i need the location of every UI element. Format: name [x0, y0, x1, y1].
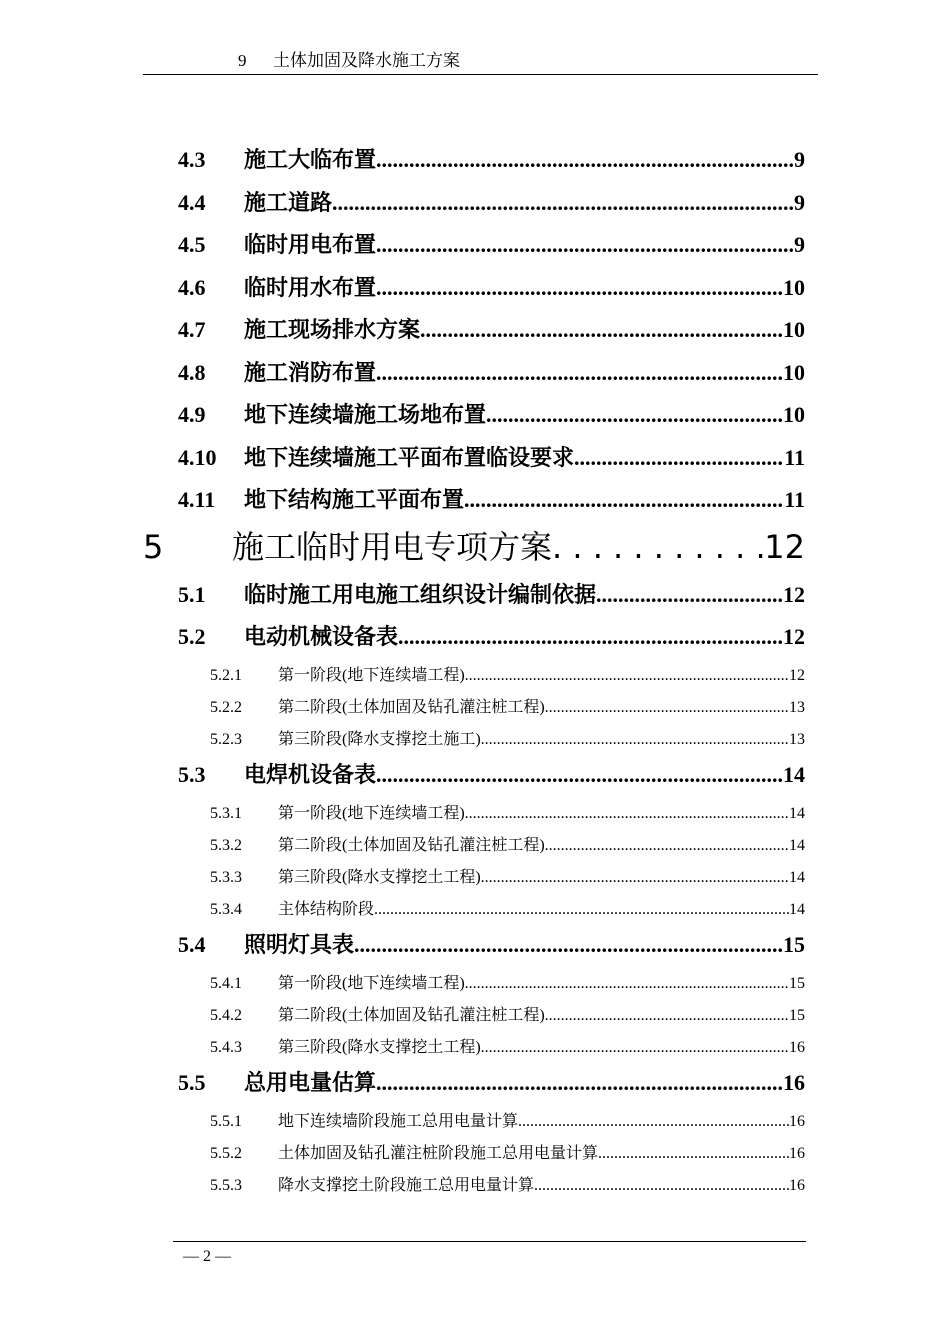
toc-title: 施工道路 [244, 190, 333, 215]
toc-number: 4.7 [178, 317, 206, 342]
toc-title: 临时施工用电施工组织设计编制依据 [244, 582, 597, 607]
toc-number: 5.3.1 [210, 805, 242, 822]
toc-entry[interactable] [178, 230, 805, 260]
toc-page: 9 [794, 190, 805, 215]
dot-leader [598, 1143, 789, 1165]
dot-leader [552, 527, 764, 567]
toc-entry[interactable] [178, 485, 805, 515]
toc-number: 5.2.2 [210, 699, 242, 716]
toc-title: 临时用电布置 [244, 232, 377, 257]
toc-title: 第一阶段(地下连续墙工程) [278, 667, 465, 684]
header-chapter-number: 9 [238, 51, 247, 70]
toc-entry[interactable] [178, 1068, 805, 1098]
toc-number: 5.1 [178, 582, 206, 607]
toc-title: 施工消防布置 [244, 360, 377, 385]
toc-page: 12 [789, 667, 805, 684]
toc-page: 16 [789, 1113, 805, 1130]
toc-title: 临时用水布置 [244, 275, 377, 300]
toc-title: 第三阶段(降水支撑挖土工程) [278, 869, 481, 886]
toc-title: 照明灯具表 [244, 932, 355, 957]
toc-page: 10 [783, 402, 805, 427]
toc-entry[interactable] [178, 930, 805, 960]
toc-number: 5.4.1 [210, 975, 242, 992]
toc-page: 10 [783, 317, 805, 342]
toc-number: 5.5.1 [210, 1113, 242, 1130]
dot-leader [481, 867, 789, 889]
dot-leader [464, 485, 784, 515]
toc-number: 4.4 [178, 190, 206, 215]
toc-chapter-entry[interactable] [143, 527, 805, 567]
toc-entry[interactable] [178, 443, 805, 473]
toc-page: 10 [783, 360, 805, 385]
toc-page: 11 [784, 487, 805, 512]
toc-entry[interactable] [210, 1005, 805, 1027]
toc-number: 4.6 [178, 275, 206, 300]
toc-entry[interactable] [210, 665, 805, 687]
toc-number: 4.10 [178, 445, 217, 470]
toc-number: 4.5 [178, 232, 206, 257]
dot-leader [545, 1005, 789, 1027]
toc-entry[interactable] [178, 400, 805, 430]
toc-entry[interactable] [178, 188, 805, 218]
dot-leader [465, 665, 789, 687]
toc-entry[interactable] [210, 835, 805, 857]
header-chapter-title: 土体加固及降水施工方案 [273, 51, 460, 70]
dot-leader [481, 729, 789, 751]
toc-title: 施工大临布置 [244, 147, 377, 172]
toc-page: 16 [789, 1145, 805, 1162]
dot-leader [574, 443, 784, 473]
dot-leader [545, 835, 789, 857]
toc-entry[interactable] [210, 867, 805, 889]
toc-title: 第三阶段(降水支撑挖土工程) [278, 1039, 481, 1056]
toc-page: 13 [789, 731, 805, 748]
footer-rule [173, 1241, 806, 1242]
toc-entry[interactable] [210, 729, 805, 751]
toc-entry[interactable] [210, 973, 805, 995]
toc-page: 12 [783, 624, 805, 649]
toc-number: 4.3 [178, 147, 206, 172]
dot-leader [376, 358, 783, 388]
toc-title: 电动机械设备表 [244, 624, 399, 649]
toc-page: 14 [789, 837, 805, 854]
dot-leader [376, 1068, 783, 1098]
toc-entry[interactable] [178, 622, 805, 652]
dot-leader [518, 1111, 789, 1133]
toc-title: 地下连续墙施工场地布置 [244, 402, 487, 427]
toc-number: 4.11 [178, 487, 216, 512]
dot-leader [376, 145, 794, 175]
toc-title: 第二阶段(土体加固及钻孔灌注桩工程) [278, 837, 545, 854]
toc-number: 5.2.1 [210, 667, 242, 684]
dot-leader [545, 697, 789, 719]
toc-title: 第三阶段(降水支撑挖土施工) [278, 731, 481, 748]
dot-leader [481, 1037, 789, 1059]
toc-entry[interactable] [210, 899, 805, 921]
toc-number: 5.5 [178, 1070, 206, 1095]
toc-entry[interactable] [178, 358, 805, 388]
toc-entry[interactable] [210, 803, 805, 825]
toc-title: 地下结构施工平面布置 [244, 487, 465, 512]
toc-page: 14 [789, 805, 805, 822]
toc-number: 5.4.3 [210, 1039, 242, 1056]
toc-number: 5.3.3 [210, 869, 242, 886]
toc-number: 5.4.2 [210, 1007, 242, 1024]
dot-leader [354, 930, 783, 960]
toc-title: 电焊机设备表 [244, 762, 377, 787]
toc-page: 12 [783, 582, 805, 607]
toc-page: 12 [764, 528, 805, 566]
dot-leader [376, 230, 794, 260]
dot-leader [486, 400, 783, 430]
dot-leader [332, 188, 794, 218]
toc-page: 9 [794, 232, 805, 257]
toc-title: 第二阶段(土体加固及钻孔灌注桩工程) [278, 699, 545, 716]
dot-leader [376, 760, 783, 790]
toc-title: 第二阶段(土体加固及钻孔灌注桩工程) [278, 1007, 545, 1024]
toc-title: 第一阶段(地下连续墙工程) [278, 975, 465, 992]
toc-title: 总用电量估算 [244, 1070, 377, 1095]
toc-page: 14 [783, 762, 805, 787]
toc-page: 15 [789, 1007, 805, 1024]
toc-title: 施工现场排水方案 [244, 317, 421, 342]
toc-page: 16 [789, 1177, 805, 1194]
toc-number: 4.9 [178, 402, 206, 427]
toc-title: 降水支撑挖土阶段施工总用电量计算 [278, 1177, 535, 1194]
toc-number: 5.3 [178, 762, 206, 787]
dot-leader [465, 803, 789, 825]
dot-leader [465, 973, 789, 995]
toc-title: 施工临时用电专项方案 [232, 528, 553, 566]
dot-leader [376, 273, 783, 303]
toc-entry[interactable] [210, 1143, 805, 1165]
toc-entry[interactable] [210, 1175, 805, 1197]
toc-title: 土体加固及钻孔灌注桩阶段施工总用电量计算 [278, 1145, 599, 1162]
toc-page: 14 [789, 869, 805, 886]
toc-number: 4.8 [178, 360, 206, 385]
toc-page: 11 [784, 445, 805, 470]
toc-title: 主体结构阶段 [278, 901, 375, 918]
toc-page: 9 [794, 147, 805, 172]
toc-page: 16 [789, 1039, 805, 1056]
dot-leader [596, 580, 783, 610]
toc-number: 5.5.3 [210, 1177, 242, 1194]
toc-entry[interactable] [178, 580, 805, 610]
toc-title: 第一阶段(地下连续墙工程) [278, 805, 465, 822]
toc-number: 5.2.3 [210, 731, 242, 748]
toc-number: 5.4 [178, 932, 206, 957]
toc-page: 10 [783, 275, 805, 300]
toc-entry[interactable] [210, 697, 805, 719]
page-number: — 2 — [183, 1248, 231, 1265]
running-header [238, 49, 460, 73]
dot-leader [398, 622, 783, 652]
toc-number: 5.5.2 [210, 1145, 242, 1162]
toc-entry[interactable] [210, 1111, 805, 1133]
toc-title: 地下连续墙阶段施工总用电量计算 [278, 1113, 519, 1130]
header-rule [143, 74, 818, 75]
dot-leader [534, 1175, 789, 1197]
toc-number: 5 [143, 528, 164, 566]
toc-entry[interactable] [178, 145, 805, 175]
toc-number: 5.3.4 [210, 901, 242, 918]
toc-page: 14 [789, 901, 805, 918]
toc-entry[interactable] [178, 315, 805, 345]
toc-number: 5.2 [178, 624, 206, 649]
toc-entry[interactable] [178, 273, 805, 303]
toc-page: 15 [783, 932, 805, 957]
toc-entry[interactable] [210, 1037, 805, 1059]
toc-page: 16 [783, 1070, 805, 1095]
toc-title: 地下连续墙施工平面布置临设要求 [244, 445, 575, 470]
toc-page: 13 [789, 699, 805, 716]
dot-leader [374, 899, 789, 921]
dot-leader [420, 315, 783, 345]
toc-entry[interactable] [178, 760, 805, 790]
toc-number: 5.3.2 [210, 837, 242, 854]
toc-page: 15 [789, 975, 805, 992]
